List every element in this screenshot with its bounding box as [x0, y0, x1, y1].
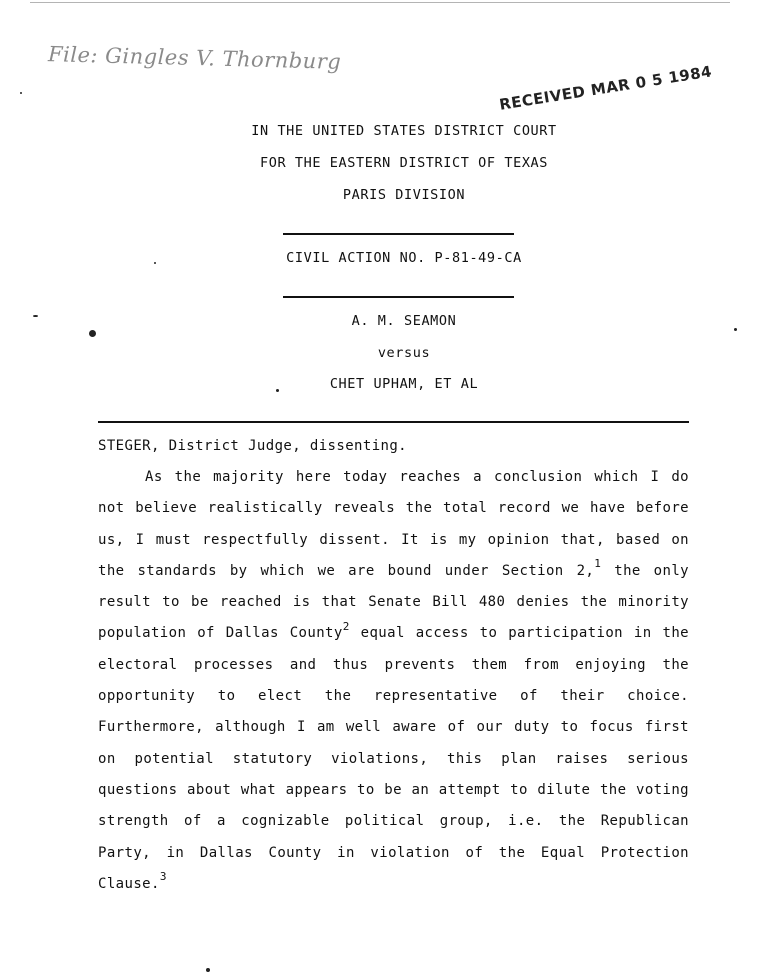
footnote-ref-3: 3	[159, 870, 167, 884]
scan-speck	[89, 330, 96, 337]
versus-label: versus	[377, 345, 431, 361]
plaintiff-name: A. M. SEAMON	[351, 313, 457, 329]
opinion-paragraph	[98, 462, 689, 900]
paragraph-text-part-1: As the majority here today reaches a conclusion which I do not believe realistically reveals the total record we have before us, I must respectfully dissent. It is my opinion that, based on the standards by which we are bound under Section 2,	[98, 469, 689, 579]
caption-rule-bottom	[98, 421, 689, 423]
scan-edge-line	[30, 2, 730, 3]
opinion-body	[98, 462, 689, 900]
scan-speck	[206, 968, 210, 972]
scan-speck	[276, 389, 279, 392]
paragraph-text-part-3: equal access to participation in the electoral processes and thus prevents them from enjoying the opportunity to elect the representative of their choice. Furthermore, although I am well aware of our duty to focus first on potential statutory violations, this plan raises serious questions about what appears to be an attempt to dilute the voting strength of a cognizable political group, i.e. the Republican Party, in Dallas County in violation of the Equal Protection Clause.	[98, 625, 689, 892]
scan-speck	[33, 315, 38, 317]
scan-speck	[734, 328, 737, 331]
judge-heading: STEGER, District Judge, dissenting.	[98, 438, 408, 454]
defendant-name: CHET UPHAM, ET AL	[329, 376, 479, 392]
footnote-ref-1: 1	[594, 557, 602, 571]
footnote-ref-2: 2	[342, 619, 350, 633]
scan-speck	[20, 92, 22, 94]
handwritten-file-note: File: Gingles V. Thornburg	[47, 42, 342, 74]
court-district: FOR THE EASTERN DISTRICT OF TEXAS	[259, 155, 548, 171]
court-name: IN THE UNITED STATES DISTRICT COURT	[251, 123, 557, 139]
received-stamp: RECEIVED MAR 0 5 1984	[498, 62, 714, 114]
court-division: PARIS DIVISION	[342, 187, 466, 203]
civil-action-number: CIVIL ACTION NO. P-81-49-CA	[286, 250, 522, 266]
paragraph-text-part-2: the only result to be reached is that Senate Bill 480 denies the minority population of Dallas County	[98, 562, 689, 642]
caption-rule-middle	[283, 296, 514, 298]
caption-rule-top	[283, 233, 514, 235]
scan-speck	[154, 262, 156, 264]
